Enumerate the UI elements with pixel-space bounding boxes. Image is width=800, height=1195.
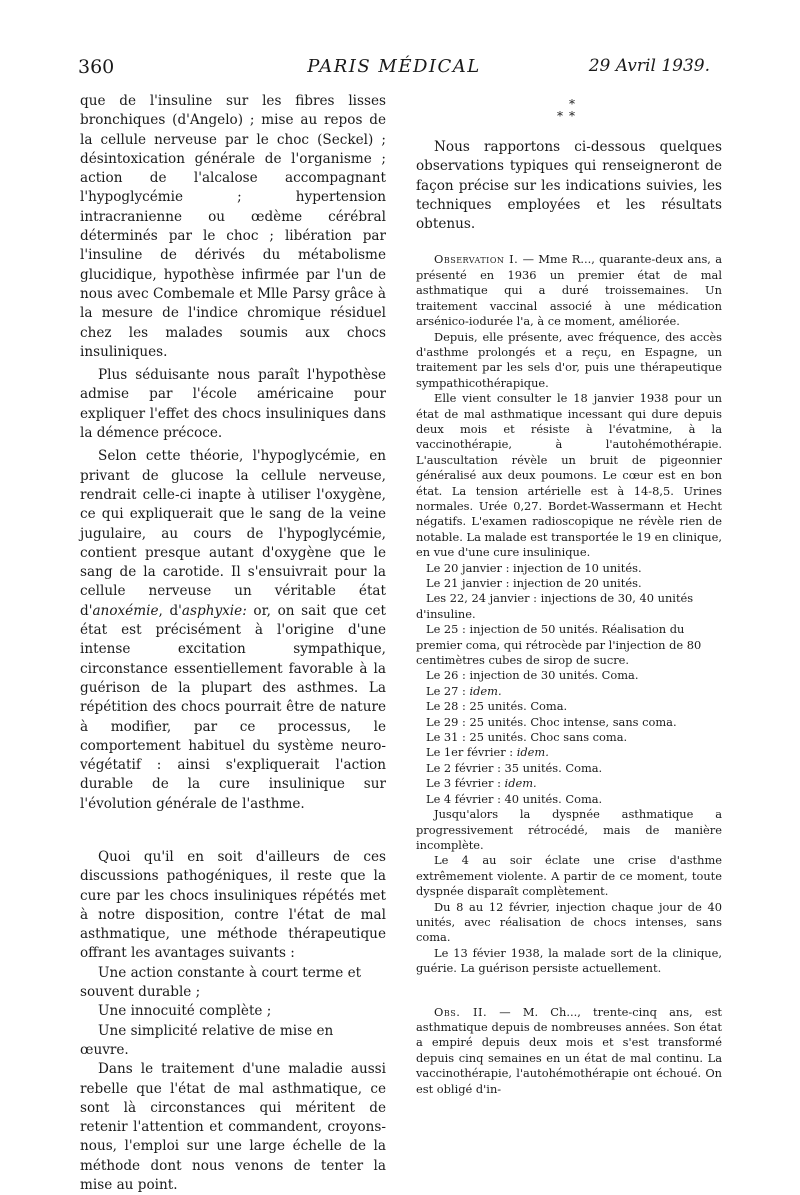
theory-text-end: or, on sait que cet état est précisément à l'origine d'une intense excitation sympathique, circonstance essentiellement favorable à la guérison de la plupart des asthmes. La répétition des chocs pourrait être de nature à modifier, par ce processus, le comportement habituel du système neuro-végétatif : ainsi s'expliquerait l'action durable de la cure insulinique sur l'évolution générale de l'asthme.	[80, 602, 386, 812]
treatment-day: Le 1er février : idem.	[426, 745, 549, 760]
treatment-day: Le 25 : injection de 50 unités. Réalisation du premier coma, qui rétrocède par l'injection de 80 centimètres cubes de sirop de sucre.	[416, 622, 702, 668]
treatment-day: Le 31 : 25 unités. Choc sans coma.	[426, 730, 628, 745]
paragraph-mechanisms: que de l'insuline sur les fibres lisses bronchiques (d'Angelo) ; mise au repos de la cellule nerveuse par le choc (Seckel) ; désintoxication générale de l'organisme ; action de l'alcalose accompagnant l'hypoglycémie ; hypertension intracranienne ou œdème cérébral déterminés par le choc ; libération par l'insuline de dérivés du métabolisme glucidique, hypothèse infirmée par l'un de nous avec Combemale et Mlle Parsy grâce à la mesure de l'indice chromique résiduel chez les malades soumis aux chocs insuliniques.	[80, 93, 386, 360]
right-column	[416, 92, 722, 1097]
page-number: 360	[78, 56, 115, 78]
paragraph-observations-intro: Nous rapportons ci-dessous quelques observations typiques qui renseigneront de façon précise sur les indications suivies, les techniques employées et les résultats obtenus.	[416, 139, 722, 233]
treatment-day: Le 26 : injection de 30 unités. Coma.	[426, 668, 639, 683]
theory-text-start: Selon cette théorie, l'hypoglycémie, en privant de glucose la cellule nerveuse, rendrait celle-ci inapte à utiliser l'oxygène, ce qui expliquerait que le sang de la veine jugulaire, au cours de l'hypoglycémie, contient presque autant d'oxygène que le sang de la carotide. Il s'ensuivrait pour la cellule nerveuse un véritable état d'	[80, 448, 386, 619]
treatment-day: Le 20 janvier : injection de 10 unités.	[426, 560, 642, 575]
theory-text-mid: , d'	[158, 602, 182, 619]
observation-1-crisis: Le 4 au soir éclate une crise d'asthme extrêmement violente. A partir de ce moment, toute dyspnée disparaît complètement.	[416, 853, 722, 899]
paragraph-advantages: Quoi qu'il en soit d'ailleurs de ces discussions pathogéniques, il reste que la cure par les chocs insuliniques répétés met à notre disposition, contre l'état de mal asthmatique, une méthode thérapeutique offrant les avantages suivants :	[80, 848, 386, 962]
treatment-day: Le 28 : 25 unités. Coma.	[426, 699, 568, 714]
observation-2-heading: Obs. II.	[434, 1004, 488, 1019]
list-item: Une action constante à court terme et souvent durable ;	[80, 964, 362, 1001]
issue-date: 29 Avril 1939.	[588, 56, 710, 76]
treatment-day: Le 21 janvier : injection de 20 unités.	[426, 576, 642, 591]
term-asphyxie: asphyxie:	[181, 602, 247, 619]
list-item: Une innocuité complète ;	[98, 1003, 272, 1020]
list-item: Une simplicité relative de mise en œuvre.	[80, 1022, 334, 1058]
paragraph-american-hypothesis: Plus séduisante nous paraît l'hypothèse admise par l'école américaine pour expliquer l'effet des chocs insuliniques dans la démence précoce.	[80, 367, 386, 442]
treatment-day: Le 2 février : 35 unités. Coma.	[426, 760, 603, 775]
treatment-day: Le 27 : idem.	[426, 683, 502, 698]
observation-2: Obs. II. — M. Ch..., trente-cinq ans, est asthmatique depuis de nombreuses années. Son état a empiré depuis deux mois et s'est transformé depuis cinq semaines en un état de mal continu. La vaccinothérapie, l'autohémothérapie ont échoué. On est obligé d'in-	[416, 1004, 722, 1096]
observation-1-progress: Jusqu'alors la dyspnée asthmatique a progressivement rétrocédé, mais de manière incomplète.	[416, 807, 722, 852]
treatment-day: Le 3 février : idem.	[426, 776, 537, 791]
treatment-day: Le 29 : 25 unités. Choc intense, sans coma.	[426, 714, 677, 729]
treatment-day: Les 22, 24 janvier : injections de 30, 40 unités d'insuline.	[416, 591, 694, 621]
journal-title: PARIS MÉDICAL	[307, 56, 481, 77]
section-separator-asterisks: * **	[557, 97, 581, 123]
observation-1-exam: Elle vient consulter le 18 janvier 1938 pour un état de mal asthmatique incessant qui dure depuis deux mois et résiste à l'évatmine, à la vaccinothérapie, à l'autohémothérapie. L'auscultation révèle un bruit de pigeonnier généralisé aux deux poumons. Le cœur est en bon état. La tension artérielle est à 14-8,5. Urines normales. Urée 0,27. Bordet-Wassermann et Hecht négatifs. L'examen radioscopique ne révèle rien de notable. La malade est transportée le 19 en clinique, en vue d'une cure insulinique.	[416, 391, 722, 560]
paragraph-conclusion: Dans le traitement d'une maladie aussi rebelle que l'état de mal asthmatique, ce sont là circonstances qui méritent de retenir l'attention et commandent, croyons-nous, l'emploi sur une large échelle de la méthode dont nous venons de tenter la mise au point.	[80, 1061, 386, 1194]
observation-1-heading: Observation I.	[434, 252, 519, 267]
left-column	[80, 92, 386, 1195]
observation-1-injections: Du 8 au 12 février, injection chaque jour de 40 unités, avec réalisation de chocs intenses, sans coma.	[416, 899, 722, 945]
observation-1-outcome: Le 13 févier 1938, la malade sort de la clinique, guérie. La guérison persiste actuellement.	[416, 945, 722, 976]
observation-1-intro: Observation I. — Mme R..., quarante-deux ans, a présenté en 1936 un premier état de mal asthmatique qui a duré troissemaines. Un traitement vaccinal associé à une médication arsénico-iodurée l'a, à ce moment, améliorée.	[416, 252, 722, 329]
treatment-day: Le 4 février : 40 unités. Coma.	[426, 791, 603, 806]
page-header	[78, 56, 710, 82]
term-anoxemie: anoxémie	[92, 602, 159, 619]
observation-1-history: Depuis, elle présente, avec fréquence, des accès d'asthme prolongés et a reçu, en Espagne, un traitement par les sels d'or, puis une thérapeutique sympathicothérapique.	[416, 329, 722, 390]
paragraph-theory	[80, 447, 386, 814]
